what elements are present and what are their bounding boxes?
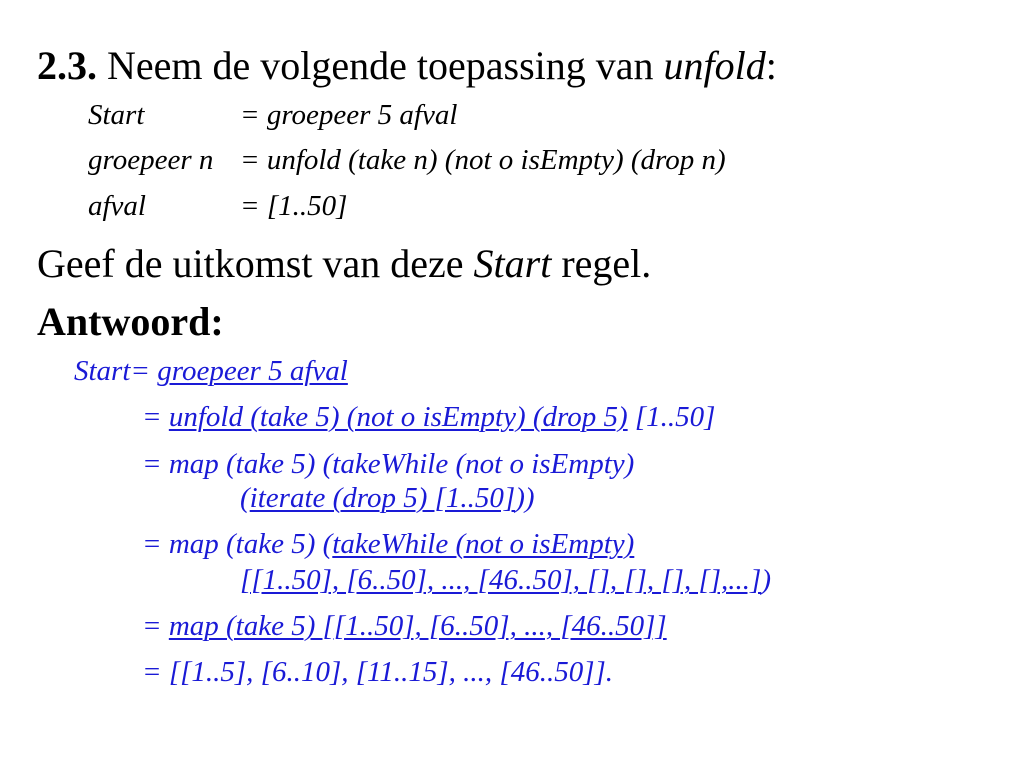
definition-lhs: groepeer n	[88, 144, 214, 176]
answer-text: (	[240, 482, 250, 514]
answer-line-4	[240, 484, 535, 513]
definition-rhs: = groepeer 5 afval	[240, 99, 458, 131]
instruction-keyword: Start	[473, 241, 552, 286]
definition-afval	[88, 192, 347, 221]
answer-text: = map (take 5) (	[142, 528, 333, 560]
definition-rhs: = [1..50]	[240, 190, 348, 222]
answer-heading: Antwoord:	[37, 299, 224, 344]
answer-line-6	[240, 566, 771, 595]
answer-underlined-term: takeWhile (not o isEmpty)	[332, 528, 635, 560]
definition-lhs: Start	[88, 99, 145, 131]
definition-lhs: afval	[88, 190, 146, 222]
question-text: Neem de volgende toepassing van	[97, 43, 664, 88]
definition-rhs: = unfold (take n) (not o isEmpty) (drop n)	[240, 144, 726, 176]
answer-line-8: = [[1..5], [6..10], [11..15], ..., [46..50]].	[142, 656, 614, 688]
question-line	[37, 43, 777, 88]
answer-text: =	[142, 401, 169, 433]
answer-line-7	[142, 612, 667, 641]
answer-text: ))	[515, 482, 535, 514]
instruction-text: Geef de uitkomst van deze	[37, 241, 474, 286]
answer-underlined-term: unfold (take 5) (not o isEmpty) (drop 5)	[168, 401, 628, 433]
question-keyword: unfold	[663, 43, 766, 88]
answer-underlined-term: [[1..50], [6..50], ..., [46..50], [], [], [], [],...]	[240, 564, 762, 596]
instruction-line	[37, 241, 652, 286]
answer-line-5	[142, 530, 634, 559]
definition-start	[88, 101, 457, 130]
question-number: 2.3.	[37, 43, 97, 88]
answer-underlined-term: groepeer 5 afval	[157, 355, 348, 387]
definition-groepeer	[88, 146, 726, 175]
answer-line-1	[74, 357, 348, 386]
instruction-suffix: regel.	[551, 241, 652, 286]
answer-text: )	[761, 564, 771, 596]
answer-underlined-term: iterate (drop 5) [1..50]	[249, 482, 516, 514]
answer-text: [1..50]	[627, 401, 716, 433]
answer-underlined-term: map (take 5) [[1..50], [6..50], ..., [46..50]]	[168, 610, 667, 642]
answer-text: =	[142, 610, 169, 642]
answer-line-2	[142, 403, 715, 432]
answer-line-3: = map (take 5) (takeWhile (not o isEmpty)	[142, 448, 635, 480]
question-colon: :	[765, 43, 777, 88]
answer-text: Start=	[74, 355, 158, 387]
